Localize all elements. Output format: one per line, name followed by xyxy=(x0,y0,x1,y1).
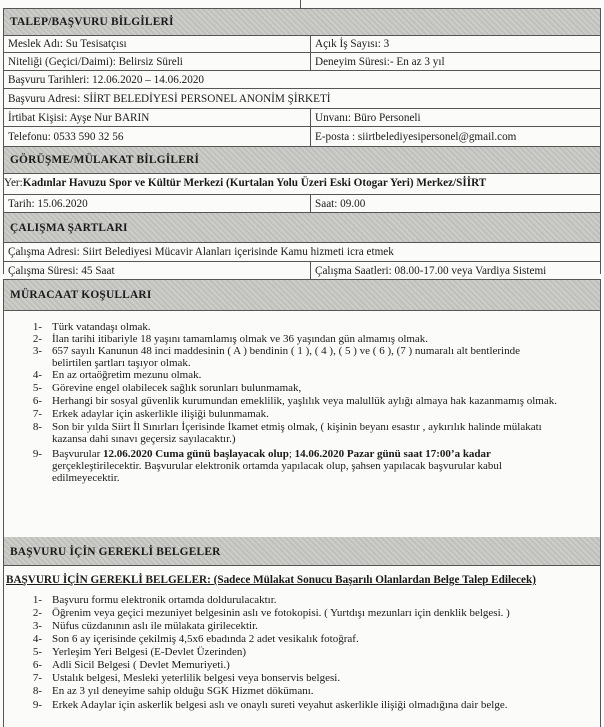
location-label: Yer: xyxy=(4,177,23,189)
list-item: 7- Ustalık belgesi, Mesleki yeterlilik belgesi veya bonservis belgesi. xyxy=(32,672,341,684)
location-value: Kadınlar Havuzu Spor ve Kültür Merkezi (Kurtalan Yolu Üzeri Eski Otogar Yeri) Merkez/SİİRT xyxy=(22,177,487,189)
interview-date: Tarih: 15.06.2020 xyxy=(8,197,88,210)
section-header-interview xyxy=(4,146,600,173)
open-positions-field: Açık İş Sayısı: 3 xyxy=(310,36,600,52)
list-item: 9- Erkek Adaylar için askerlik belgesi aslı ve onaylı sureti veyahut askerlikle ilişiği olmadığına dair belge. xyxy=(32,699,508,711)
application-address-field: Başvuru Adresi: SİİRT BELEDİYESİ PERSONEL ANONİM ŞİRKETİ xyxy=(8,92,331,105)
section-header-work-conditions xyxy=(4,212,600,242)
list-item: 9- Başvurular 12.06.2020 Cuma günü başlayacak olup; 14.06.2020 Pazar günü saat 17:00’a kadar gerçekleştirilecektir. Başvurular elektronik ortamda yapılacak olup, şahsen yapılacak başvurular kabul edilmeyecektir. xyxy=(32,448,502,484)
work-hours: Çalışma Saatleri: 08.00-17.00 veya Vardiya Sistemi xyxy=(310,262,600,279)
nature-field: Niteliği (Geçici/Daimi): Belirsiz Süreli xyxy=(8,55,183,68)
documents-block xyxy=(3,565,601,727)
section-title: ÇALIŞMA ŞARTLARI xyxy=(10,221,128,234)
section-title: MÜRACAAT KOŞULLARI xyxy=(10,289,152,301)
contact-person-field: İrtibat Kişisi: Ayşe Nur BARIN xyxy=(8,111,150,124)
experience-field: Deneyim Süresi:- En az 3 yıl xyxy=(310,53,600,70)
list-item: 1- Başvuru formu elektronik ortamda doldurulacaktır. xyxy=(32,594,277,606)
list-item: 5- Görevine engel olabilecek sağlık sorunları bulunmamak, xyxy=(32,382,302,394)
application-conditions-block xyxy=(3,279,601,537)
list-item: 7- Erkek adaylar için askerlikle ilişiği bulunmamak. xyxy=(32,408,269,420)
section-header-application xyxy=(4,8,600,35)
list-item: 8- En az 3 yıl deneyime sahip olduğu SGK Hizmet dökümanı. xyxy=(32,685,314,697)
list-item: 3- 657 sayılı Kanunun 48 inci maddesinin ( A ) bendinin ( 1 ), ( 4 ), ( 5 ) ve ( 6 ), (7 ) numaralı alt bentlerinde belirtilen şartları taşıyor olmak. xyxy=(32,345,520,369)
phone-field: Telefonu: 0533 590 32 56 xyxy=(8,130,124,143)
list-item: 4- Son 6 ay içerisinde çekilmiş 4,5x6 ebadında 2 adet vesikalık fotoğraf. xyxy=(32,633,359,645)
top-divider xyxy=(300,0,301,8)
section-header-conditions xyxy=(4,279,600,310)
conditions-list xyxy=(4,310,600,484)
documents-subtitle: BAŞVURU İÇİN GEREKLİ BELGELER: (Sadece Mülakat Sonucu Başarılı Olanlardan Belge Talep Edilecek) xyxy=(6,574,536,586)
interview-work-table xyxy=(3,184,601,277)
work-duration: Çalışma Süresi: 45 Saat xyxy=(8,264,115,277)
list-item: 6- Adli Sicil Belgesi ( Devlet Memuriyeti.) xyxy=(32,659,230,671)
list-item: 3- Nüfus cüzdanının aslı ile mülakata girilecektir. xyxy=(32,620,258,632)
title-field: Unvanı: Büro Personeli xyxy=(310,109,600,126)
documents-header-box xyxy=(3,537,601,565)
section-header-documents xyxy=(4,537,600,566)
work-address: Çalışma Adresi: Siirt Belediyesi Mücavir Alanları içerisinde Kamu hizmeti icra etmek xyxy=(8,246,394,258)
interview-time: Saat: 09.00 xyxy=(310,195,600,212)
section-title: GÖRÜŞME/MÜLAKAT BİLGİLERİ xyxy=(10,154,200,166)
list-item: 2- İlan tarihi itibariyle 18 yaşını tamamlamış olmak ve 36 yaşından gün almamış olmak. xyxy=(32,333,429,345)
list-item: 2- Öğrenim veya geçici mezuniyet belgesinin aslı ve fotokopisi. ( Yurtdışı mezunları için denklik belgesi. ) xyxy=(32,607,510,619)
email-field: E-posta : siirtbelediyesipersonel@gmail.com xyxy=(310,127,600,146)
section-title: BAŞVURU İÇİN GEREKLİ BELGELER xyxy=(10,545,221,558)
application-dates-field: Başvuru Tarihleri: 12.06.2020 – 14.06.2020 xyxy=(8,73,205,86)
application-info-table xyxy=(3,8,601,189)
list-item: 8- Son bir yılda Siirt İl Sınırları İçerisinde İkamet etmiş olmak, ( kişinin beyanı esastır , aykırılık halinde mülakatı kazansa dahi sınavı geçersiz sayılacaktır.) xyxy=(32,421,542,445)
section-title: TALEP/BAŞVURU BİLGİLERİ xyxy=(10,16,174,28)
list-item: 4- En az ortaöğretim mezunu olmak. xyxy=(32,369,202,381)
list-item: 5- Yerleşim Yeri Belgesi (E-Devlet Üzerinden) xyxy=(32,646,247,658)
list-item: 6- Herhangi bir sosyal güvenlik kurumundan emeklilik, yaşlılık veya malullük aylığı almaya hak kazanmamış olmak. xyxy=(32,395,557,407)
meslek-field: Meslek Adı: Su Tesisatçısı xyxy=(8,38,127,50)
list-item: 1- Türk vatandaşı olmak. xyxy=(32,321,151,333)
